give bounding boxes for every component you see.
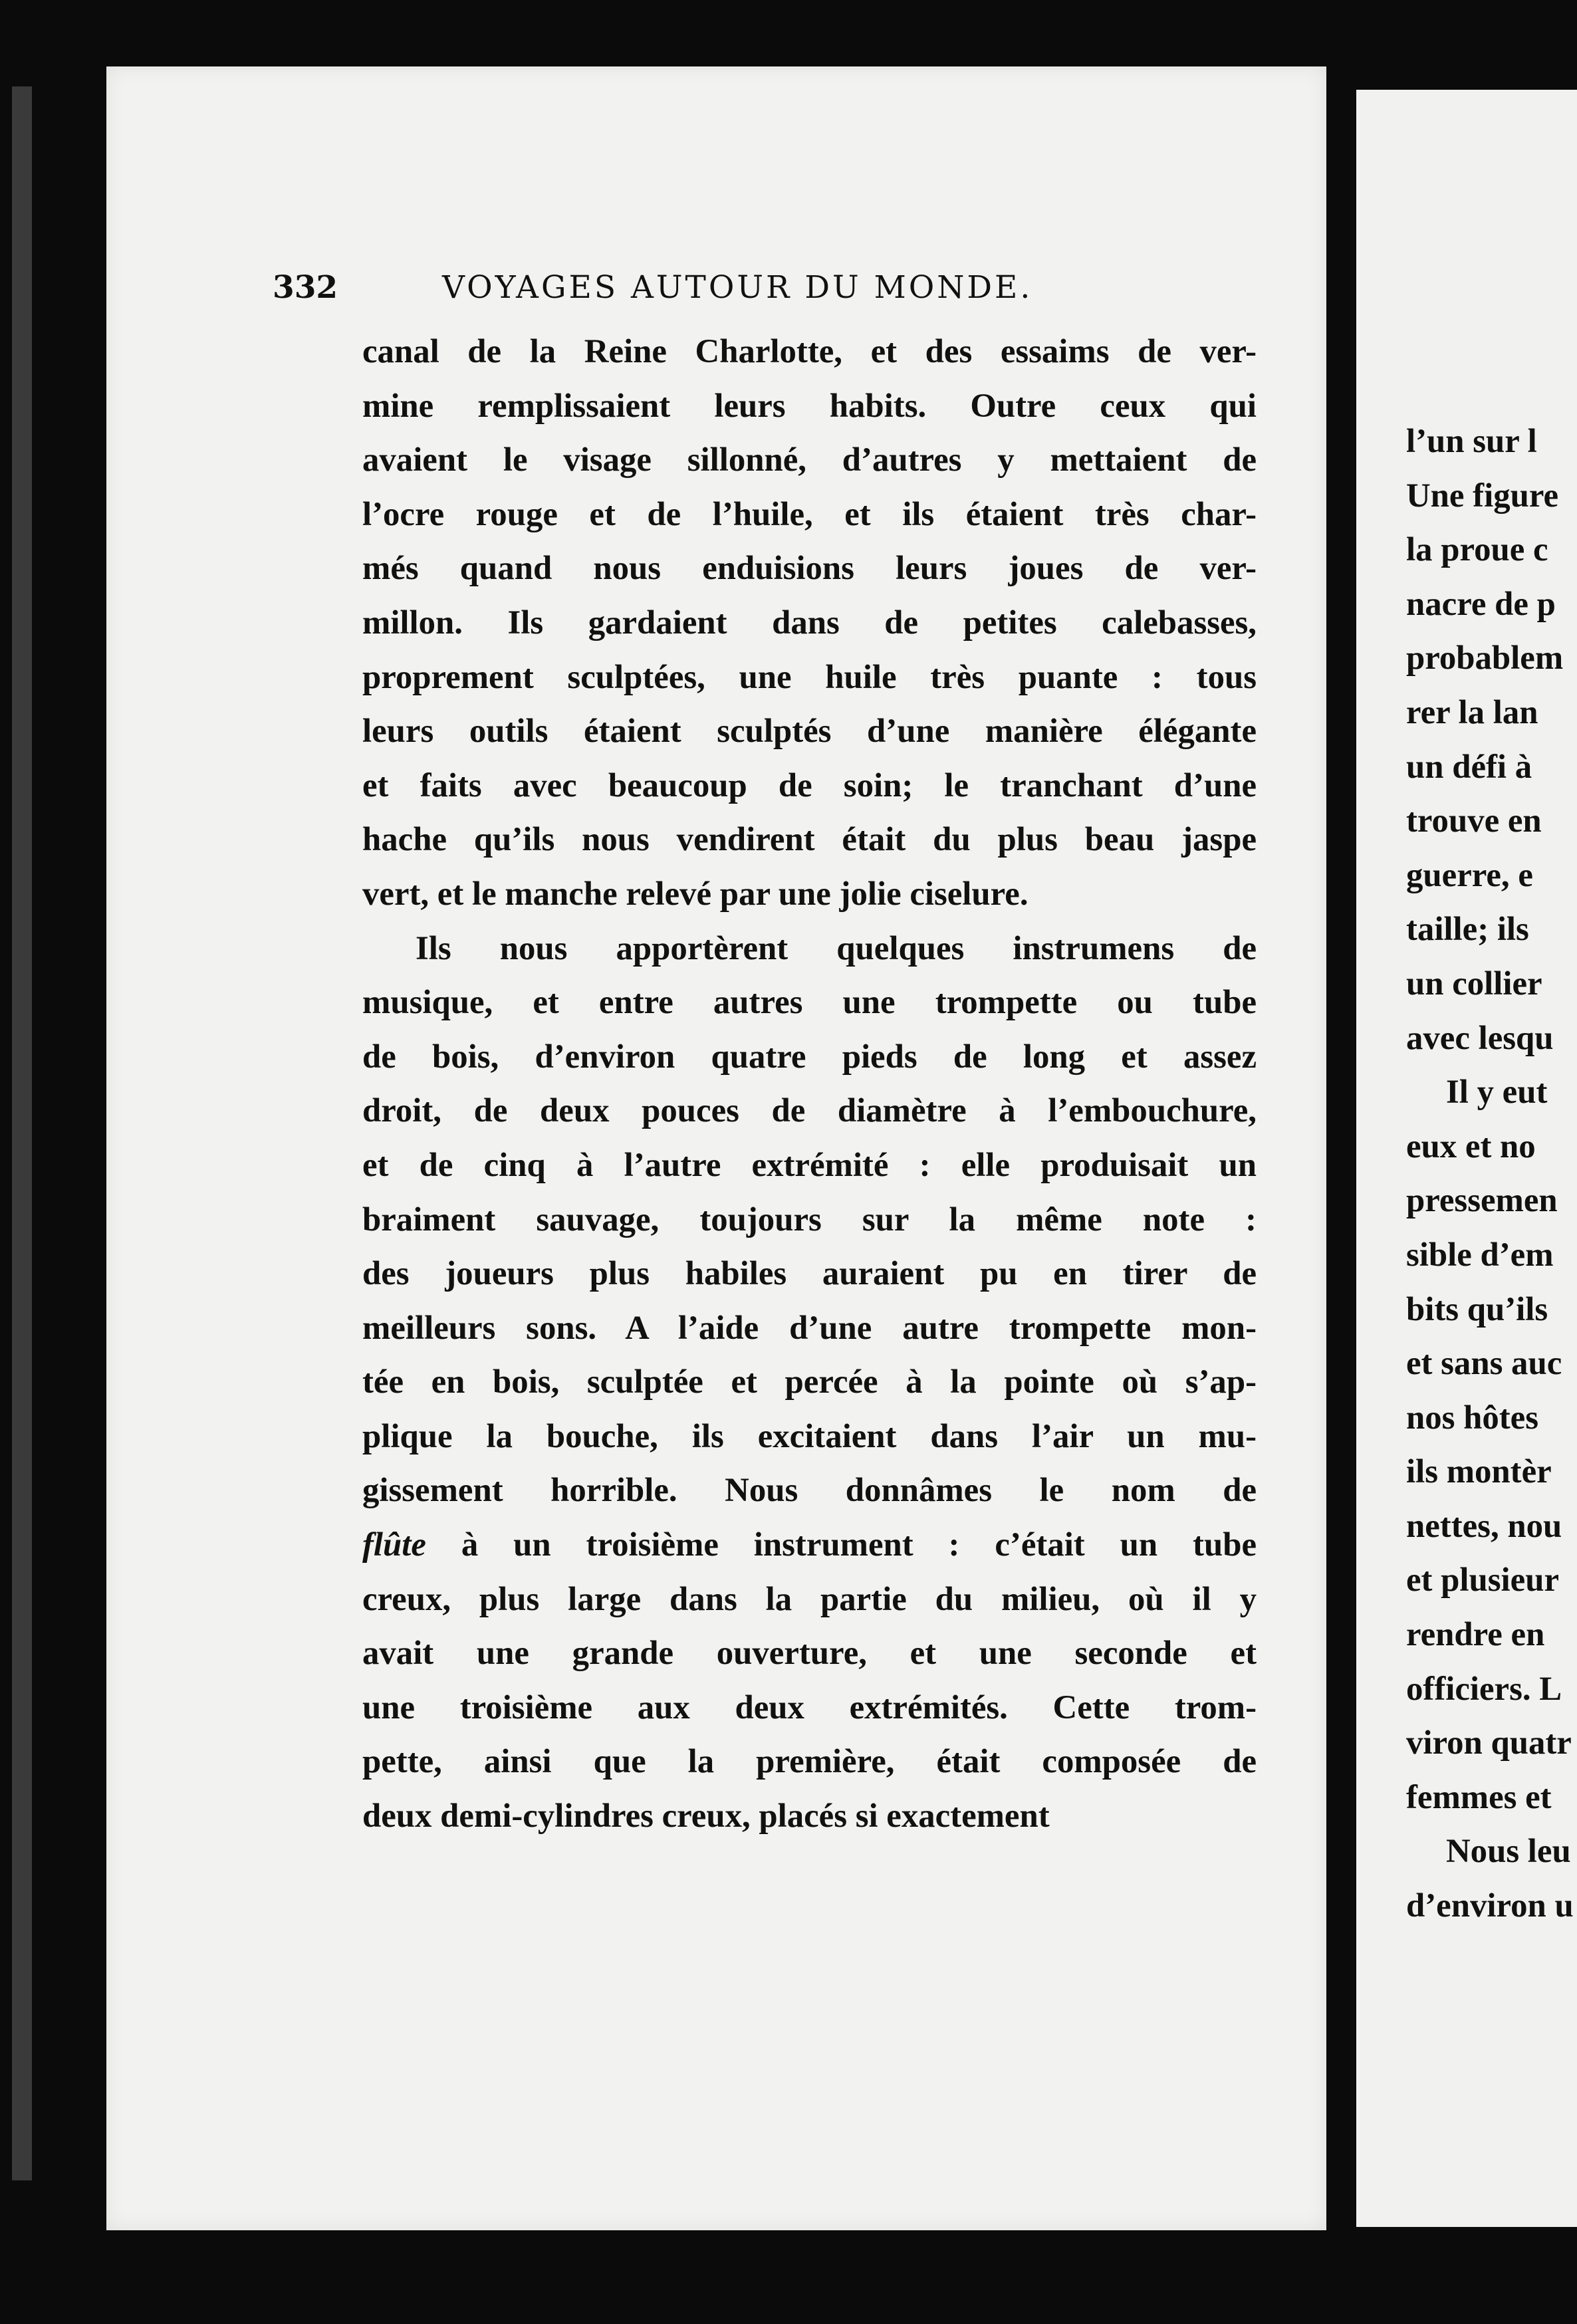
text-line: mine remplissaient leurs habits. Outre ceux qui xyxy=(362,386,1257,424)
page-number: 332 xyxy=(273,269,338,306)
facing-text-line: sible d’em xyxy=(1406,1235,1554,1273)
text-line: droit, de deux pouces de diamètre à l’embouchure, xyxy=(362,1092,1257,1129)
facing-text-line: guerre, e xyxy=(1406,856,1533,893)
facing-text-line: taille; ils xyxy=(1406,910,1529,948)
text-line: tée en bois, sculptée et percée à la pointe où s’ap- xyxy=(362,1363,1257,1401)
text-line: vert, et le manche relevé par une jolie ciselure. xyxy=(362,874,1029,912)
text-line: pette, ainsi que la première, était composée de xyxy=(362,1742,1257,1780)
facing-text-line: femmes et xyxy=(1406,1778,1552,1815)
text-line: et de cinq à l’autre extrémité : elle produisait un xyxy=(362,1145,1257,1183)
facing-text-line: nettes, nou xyxy=(1406,1506,1562,1544)
text-line: hache qu’ils nous vendirent était du plus beau jaspe xyxy=(362,820,1257,858)
text-line: de bois, d’environ quatre pieds de long et assez xyxy=(362,1037,1257,1075)
facing-text-line: bits qu’ils xyxy=(1406,1290,1548,1328)
facing-text-line: un collier xyxy=(1406,964,1542,1002)
facing-text-line: viron quatr xyxy=(1406,1724,1572,1762)
facing-page-text xyxy=(1406,414,1577,1933)
main-text-block xyxy=(362,324,1257,1843)
book-spine-edge xyxy=(12,86,32,2180)
facing-text-line: ils montèr xyxy=(1406,1452,1552,1490)
text-line: plique la bouche, ils excitaient dans l’air un mu- xyxy=(362,1417,1257,1454)
text-line: musique, et entre autres une trompette ou tube xyxy=(362,983,1257,1021)
text-line: gissement horrible. Nous donnâmes le nom de xyxy=(362,1471,1257,1509)
text-line: meilleurs sons. A l’aide d’une autre trompette mon- xyxy=(362,1308,1257,1346)
text-line: des joueurs plus habiles auraient pu en tirer de xyxy=(362,1254,1257,1292)
running-title: VOYAGES AUTOUR DU MONDE. xyxy=(442,269,1033,306)
facing-text-line: trouve en xyxy=(1406,802,1542,840)
text-line: l’ocre rouge et de l’huile, et ils étaient très char- xyxy=(362,495,1257,532)
text-line: creux, plus large dans la partie du milieu, où il y xyxy=(362,1579,1257,1617)
text-line: proprement sculptées, une huile très puante : tous xyxy=(362,657,1257,695)
facing-text-line: un défi à xyxy=(1406,747,1532,785)
facing-text-line: officiers. L xyxy=(1406,1669,1562,1707)
text-line: flûte à un troisième instrument : c’était un tube xyxy=(362,1526,1257,1564)
facing-text-line: d’environ u xyxy=(1406,1887,1574,1924)
facing-text-line: nacre de p xyxy=(1406,584,1556,622)
facing-text-line: Une figure xyxy=(1406,476,1559,514)
text-line: deux demi-cylindres creux, placés si exactement xyxy=(362,1797,1050,1835)
facing-text-line: l’un sur l xyxy=(1406,422,1537,459)
facing-text-line: Il y eut xyxy=(1446,1073,1548,1111)
facing-text-line: Nous leu xyxy=(1446,1832,1571,1870)
text-line: canal de la Reine Charlotte, et des essaims de ver- xyxy=(362,332,1257,370)
facing-page xyxy=(1356,90,1577,2227)
page-header xyxy=(273,269,1137,316)
facing-text-line: pressemen xyxy=(1406,1181,1558,1219)
text-line: avaient le visage sillonné, d’autres y mettaient de xyxy=(362,441,1257,479)
text-line: avait une grande ouverture, et une seconde et xyxy=(362,1634,1257,1672)
facing-text-line: et plusieur xyxy=(1406,1561,1559,1599)
text-line: braiment sauvage, toujours sur la même note : xyxy=(362,1200,1257,1238)
facing-text-line: eux et no xyxy=(1406,1127,1536,1165)
text-line: leurs outils étaient sculptés d’une manière élégante xyxy=(362,712,1257,750)
facing-text-line: et sans auc xyxy=(1406,1344,1562,1382)
facing-text-line: rer la lan xyxy=(1406,693,1538,731)
facing-text-line: rendre en xyxy=(1406,1615,1545,1653)
facing-text-line: avec lesqu xyxy=(1406,1018,1554,1056)
text-line: millon. Ils gardaient dans de petites calebasses, xyxy=(362,603,1257,641)
text-line: més quand nous enduisions leurs joues de ver- xyxy=(362,549,1257,587)
facing-text-line: probablem xyxy=(1406,639,1564,677)
text-line: Ils nous apportèrent quelques instrumens de xyxy=(416,929,1257,967)
facing-text-line: nos hôtes xyxy=(1406,1398,1538,1436)
facing-text-line: la proue c xyxy=(1406,530,1548,568)
text-line: et faits avec beaucoup de soin; le tranchant d’une xyxy=(362,766,1257,804)
text-line: une troisième aux deux extrémités. Cette trom- xyxy=(362,1688,1257,1726)
